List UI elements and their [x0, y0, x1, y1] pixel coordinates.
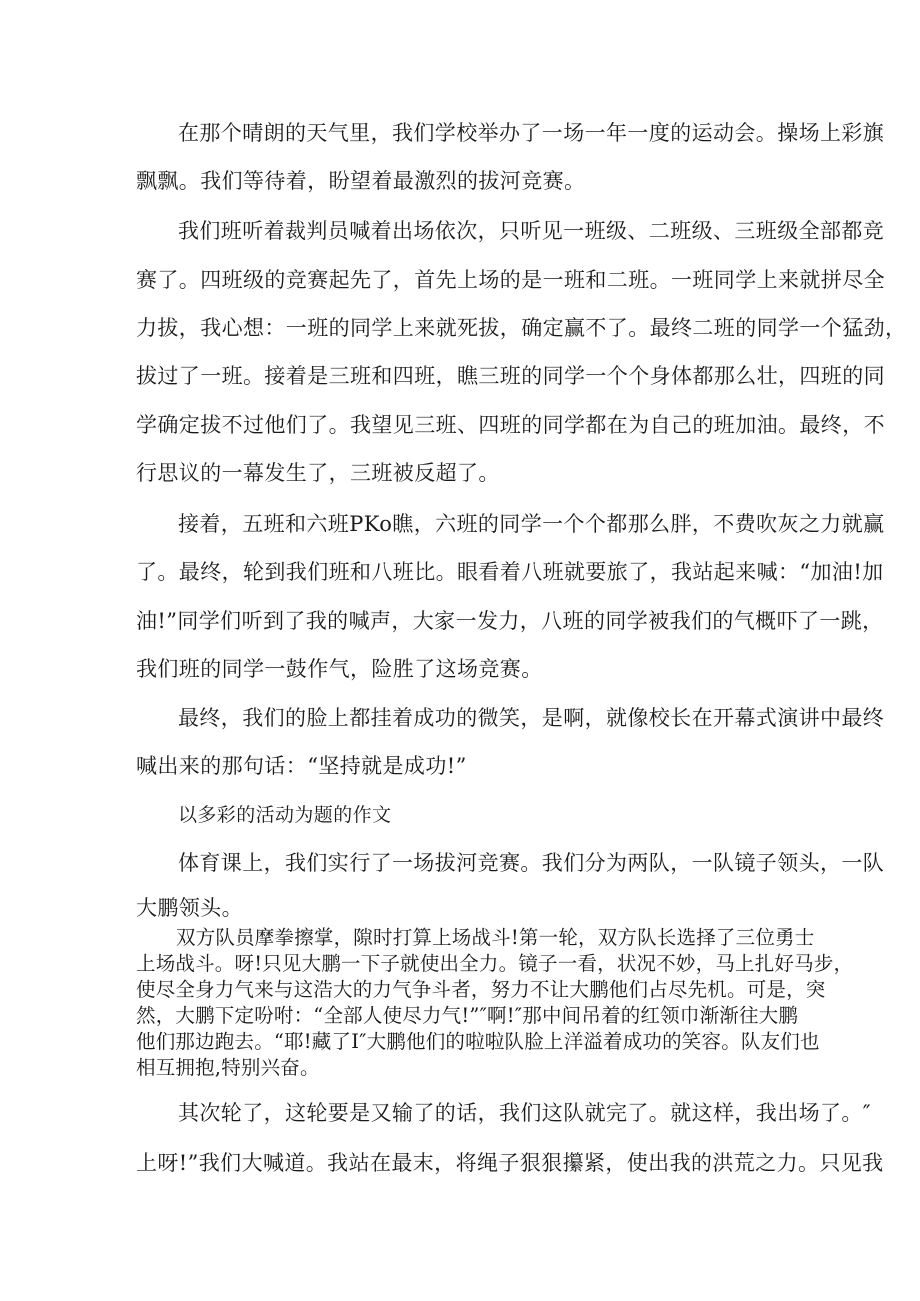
paragraph-3-line-4: 我们班的同学一鼓作气，险胜了这场竞赛。 [136, 657, 543, 681]
paragraph-3-line-2: 了。最终，轮到我们班和八班比。眼看着八班就要旅了，我站起来喊：“加油!加 [136, 560, 884, 584]
paragraph-6-line-1: 双方队员摩拳擦掌，隙时打算上场战斗!第一轮，双方队长选择了三位勇士 [176, 926, 815, 949]
paragraph-6-line-4: 然，大鹏下定吩咐：“全部人使尽力气!”″啊!″那中间吊着的红领巾渐渐往大鹏 [136, 1004, 799, 1027]
paragraph-1-line-2: 飘飘。我们等待着，盼望着最激烈的拔河竞赛。 [136, 169, 586, 193]
essay-heading: 以多彩的活动为题的作文 [178, 804, 392, 826]
paragraph-6-line-2: 上场战斗。呀!只见大鹏一下子就使出全力。镜子一看，状况不妙，马上扎好马步， [136, 952, 854, 975]
paragraph-6-line-3: 使尽全身力气来与这浩大的力气争斗者，努力不让大鹏他们占尽先机。可是，突 [136, 978, 826, 1001]
paragraph-5-line-1: 体育课上，我们实行了一场拔河竞赛。我们分为两队，一队镜子领头，一队 [178, 851, 885, 875]
paragraph-6-line-5: 他们那边跑去。“耶!藏了I″大鹏他们的啦啦队脸上洋溢着成功的笑容。队友们也 [136, 1030, 820, 1053]
paragraph-4-line-1: 最终，我们的脸上都挂着成功的微笑，是啊，就像校长在开幕式演讲中最终 [178, 706, 885, 730]
paragraph-2-line-1: 我们班听着裁判员喊着出场依次，只听见一班级、二班级、三班级全部都竞 [178, 219, 885, 243]
paragraph-2-line-6: 行思议的一幕发生了，三班被反超了。 [136, 461, 500, 485]
paragraph-2-line-3: 力拔，我心想：一班的同学上来就死拔，确定赢不了。最终二班的同学一个猛劲， [136, 316, 907, 340]
paragraph-4-line-2: 喊出来的那句话：“坚持就是成功!” [136, 754, 467, 778]
paragraph-1-line-1: 在那个晴朗的天气里，我们学校举办了一场一年一度的运动会。操场上彩旗 [178, 121, 885, 145]
paragraph-7-line-2: 上呀!”我们大喊道。我站在最末，将绳子狠狠攥紧，使出我的洪荒之力。只见我 [136, 1151, 884, 1175]
paragraph-5-line-2: 大鹏领头。 [136, 896, 243, 920]
paragraph-2-line-2: 赛了。四班级的竞赛起先了，首先上场的是一班和二班。一班同学上来就拼尽全 [136, 268, 885, 292]
paragraph-2-line-5: 学确定拔不过他们了。我望见三班、四班的同学都在为自己的班加油。最终，不 [136, 413, 885, 437]
paragraph-6-line-6: 相互拥抱,特别兴奋。 [136, 1056, 320, 1079]
paragraph-3-line-3: 油!”同学们听到了我的喊声，大家一发力，八班的同学被我们的气概吓了一跳， [136, 609, 884, 633]
paragraph-3-line-1: 接着，五班和六班PKo瞧，六班的同学一个个都那么胖，不费吹灰之力就赢 [178, 512, 885, 536]
paragraph-2-line-4: 拔过了一班。接着是三班和四班，瞧三班的同学一个个身体都那么壮，四班的同 [136, 364, 885, 388]
paragraph-7-line-1: 其次轮了，这轮要是又输了的话，我们这队就完了。就这样，我出场了。″ [178, 1101, 872, 1125]
